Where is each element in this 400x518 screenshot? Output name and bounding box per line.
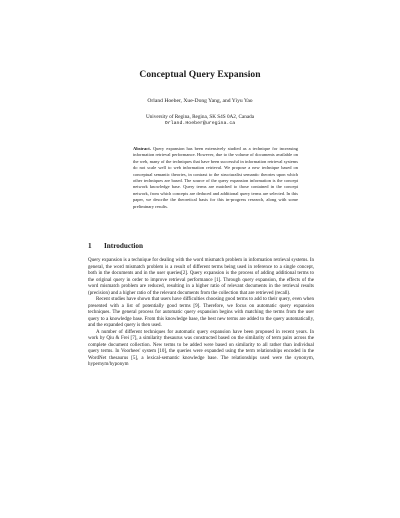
- body-paragraph: A number of different techniques for automatic query expansion have been proposed in recent years. In work by Qiu & Frei [7], a similarity thesaurus was constructed based on the similarity of term pairs across the complete document collection. New terms to be added were based on similarity to all rather than individual query terms. In Voorhees' system [10], the queries were expanded using the term relationships encoded in the WordNet thesaurus [5], a lexical-semantic knowledge base. The relationships used were the synonym, hypernym/hyponym: [88, 329, 314, 367]
- abstract-label: Abstract.: [133, 146, 151, 151]
- abstract-text: Query expansion has been extensively studied as a technique for increasing information retrieval performance. However, due to the volume of documents available on the web, many of the techniques that have been successful in information retrieval systems do not scale well to web information retrieval. We propose a new technique based on conceptual semantic theories, in contrast to the structuralist semantic theories upon which other techniques are based. The source of the query expansion information is the concept network knowledge base. Query terms are matched to those contained in the concept network, from which concepts are deduced and additional query terms are selected. In this paper, we describe the theoretical basis for this in-progress research, along with some preliminary results.: [133, 146, 298, 209]
- section-heading: [88, 242, 143, 250]
- body-text: [88, 258, 314, 369]
- abstract: [133, 146, 298, 210]
- section-number: 1: [88, 242, 92, 250]
- author-email[interactable]: Orland.Hoeber@uregina.ca: [164, 121, 236, 126]
- paper-authors: Orland Hoeber, Xue-Dong Yang, and Yiyu Yao: [147, 98, 253, 104]
- body-paragraph: Query expansion is a technique for dealing with the word mismatch problem in information retrieval systems. In general, the word mismatch problem is a result of different terms being used in reference to a single concept, both in the documents and in the user queries[2]. Query expansion is the process of adding additional terms to the original query in order to improve retrieval performance [1]. Through query expansion, the effects of the word mismatch problem are reduced, resulting in a higher ratio of relevant documents in the retrieval results (precision) and a higher ratio of the relevant documents from the collection that are retrieved (recall).: [88, 258, 314, 296]
- section-title: Introduction: [104, 242, 144, 250]
- author-affiliation: University of Regina, Regina, SK S4S 0A2, Canada: [145, 114, 255, 120]
- body-paragraph: Recent studies have shown that users have difficulties choosing good terms to add to their query, even when presented with a list of potentially good terms [9]. Therefore, we focus on automatic query expansion techniques. The general process for automatic query expansion begins with matching the terms from the user query to a knowledge base. From this knowledge base, the best new terms are added to the query automatically, and the expanded query is then used.: [88, 297, 314, 328]
- paper-title: Conceptual Query Expansion: [139, 70, 261, 80]
